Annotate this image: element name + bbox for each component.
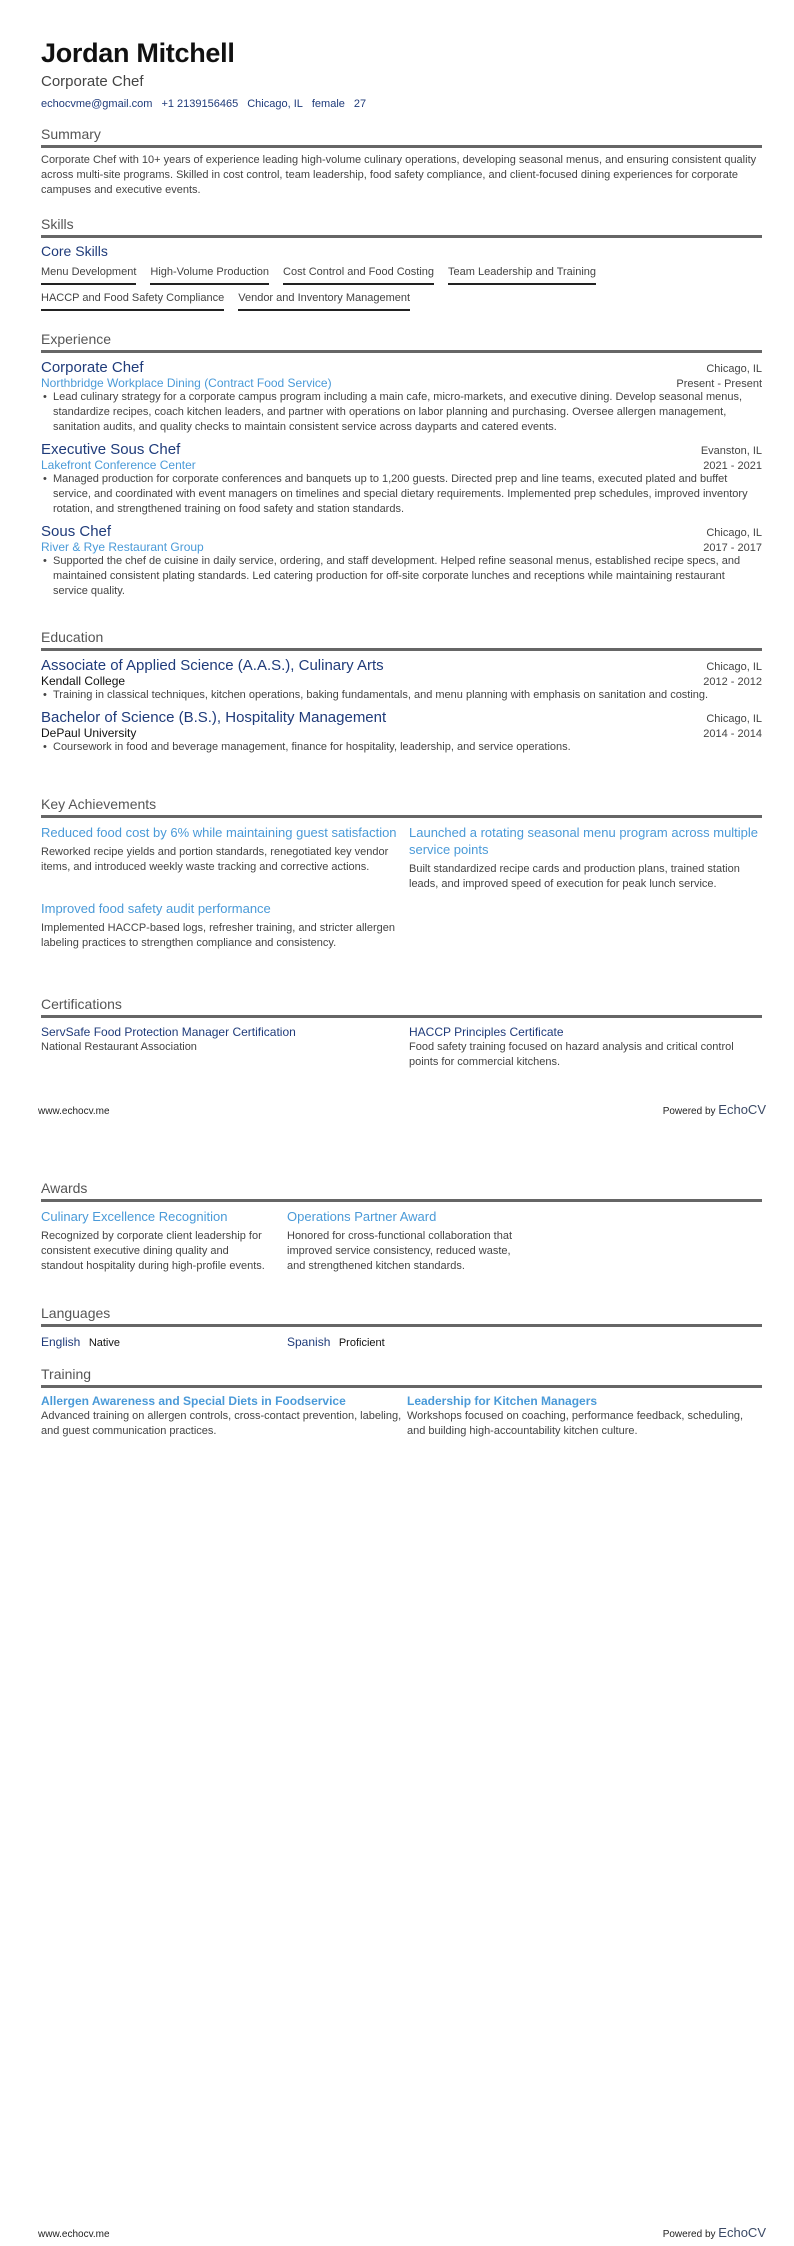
brand-logo[interactable]: EchoCV xyxy=(718,1102,766,1117)
contact-email[interactable]: echocvme@gmail.com xyxy=(41,98,153,110)
achievement-title: Improved food safety audit performance xyxy=(41,901,271,916)
footer-powered xyxy=(663,2225,766,2240)
language-name: English xyxy=(41,1335,81,1349)
skill-tag: High-Volume Production xyxy=(150,262,269,285)
resume-header xyxy=(41,38,762,110)
edu-bullet: • Coursework in food and beverage management, finance for hospitality, leadership, and service operations. xyxy=(41,740,762,755)
language-level: Proficient xyxy=(338,1337,385,1349)
edu-location: Chicago, IL xyxy=(706,713,762,725)
section-heading: Summary xyxy=(41,126,762,148)
school: DePaul University xyxy=(41,726,137,740)
training-title: Allergen Awareness and Special Diets in Foodservice xyxy=(41,1394,346,1408)
job-location: Chicago, IL xyxy=(706,527,762,539)
page-footer xyxy=(38,1102,766,1117)
contact-location: Chicago, IL xyxy=(247,98,303,110)
certification-title: HACCP Principles Certificate xyxy=(409,1025,564,1039)
certifications-grid xyxy=(41,1025,762,1070)
edu-dates: 2014 - 2014 xyxy=(703,728,762,740)
languages-grid xyxy=(41,1333,762,1351)
skill-tag: Vendor and Inventory Management xyxy=(238,288,410,311)
job-location: Chicago, IL xyxy=(706,363,762,375)
page-footer xyxy=(38,2225,766,2240)
training-item xyxy=(407,1394,762,1439)
candidate-name: Jordan Mitchell xyxy=(41,38,235,68)
job-bullet: • Lead culinary strategy for a corporate campus program including a main cafe, micro-markets, and executive dining. Develop seasonal menus, standardize recipes, coach kitchen leaders, and partner with operations on labor planning and purchasing. Oversee allergen management, sanitation audits, and quality checks to maintain consistent service across dayparts and catered events. xyxy=(41,390,762,435)
degree: Bachelor of Science (B.S.), Hospitality Management xyxy=(41,709,387,726)
skills-subheading: Core Skills xyxy=(41,243,108,259)
section-heading: Languages xyxy=(41,1305,762,1327)
footer-site-link[interactable]: www.echocv.me xyxy=(38,2229,110,2240)
job-dates: Present - Present xyxy=(676,378,762,390)
powered-by-label: Powered by xyxy=(662,2229,716,2240)
section-heading: Training xyxy=(41,1366,762,1388)
training-text: Workshops focused on coaching, performance feedback, scheduling, and building high-accountability kitchen culture. xyxy=(407,1410,744,1437)
edu-bullet: • Training in classical techniques, kitchen operations, baking fundamentals, and menu planning with emphasis on sanitation and costing. xyxy=(41,688,762,703)
contact-phone[interactable]: +1 2139156465 xyxy=(161,98,239,110)
languages-section xyxy=(41,1305,762,1351)
skill-tag: Menu Development xyxy=(41,262,136,285)
training-text: Advanced training on allergen controls, cross-contact prevention, labeling, and guest communication practices. xyxy=(41,1410,402,1437)
job-title: Executive Sous Chef xyxy=(41,441,181,458)
footer-powered xyxy=(663,1102,766,1117)
training-item xyxy=(41,1394,407,1439)
skill-tag: Team Leadership and Training xyxy=(448,262,596,285)
awards-grid xyxy=(41,1208,762,1274)
summary-text: Corporate Chef with 10+ years of experience leading high-volume culinary operations, developing seasonal menus, and ensuring consistent quality across multi-site programs. Skilled in cost control, team leadership, food safety compliance, and client-focused dining experiences for corporate campuses and executive events. xyxy=(41,154,757,196)
achievement-text: Reworked recipe yields and portion standards, renegotiated key vendor items, and introduced weekly waste tracking and corrective actions. xyxy=(41,846,389,873)
candidate-title: Corporate Chef xyxy=(41,73,144,90)
skills-section xyxy=(41,216,762,311)
contact-gender: female xyxy=(311,98,345,110)
award-title: Operations Partner Award xyxy=(287,1209,437,1224)
summary-section xyxy=(41,126,762,198)
edu-location: Chicago, IL xyxy=(706,661,762,673)
award-text: Recognized by corporate client leadership for consistent executive dining quality and standout hospitality during high-profile events. xyxy=(41,1230,265,1272)
section-heading: Certifications xyxy=(41,996,762,1018)
achievement-item xyxy=(41,824,409,892)
job-title: Corporate Chef xyxy=(41,359,144,376)
job-company: River & Rye Restaurant Group xyxy=(41,540,204,554)
contact-age: 27 xyxy=(353,98,367,110)
language-name: Spanish xyxy=(287,1335,331,1349)
section-heading: Education xyxy=(41,629,762,651)
language-level: Native xyxy=(88,1337,120,1349)
award-item xyxy=(287,1208,533,1274)
language-item xyxy=(41,1333,287,1351)
powered-by-label: Powered by xyxy=(662,1106,716,1117)
skill-tag: HACCP and Food Safety Compliance xyxy=(41,288,224,311)
achievement-title: Reduced food cost by 6% while maintaining guest satisfaction xyxy=(41,825,397,840)
achievements-section xyxy=(41,796,762,951)
skill-tag: Cost Control and Food Costing xyxy=(283,262,434,285)
job-company: Northbridge Workplace Dining (Contract Food Service) xyxy=(41,376,332,390)
section-heading: Experience xyxy=(41,331,762,353)
certification-item xyxy=(409,1025,762,1070)
achievement-title: Launched a rotating seasonal menu program across multiple service points xyxy=(409,825,759,857)
certification-item xyxy=(41,1025,409,1070)
achievement-item xyxy=(409,824,762,892)
job-location: Evanston, IL xyxy=(700,445,762,457)
training-grid xyxy=(41,1394,762,1439)
achievement-text: Built standardized recipe cards and production plans, trained station leads, and improved speed of execution for peak lunch service. xyxy=(409,863,740,890)
job-bullet: • Managed production for corporate conferences and banquets up to 1,200 guests. Directed prep and line teams, executed plated and buffet service, and coordinated with event managers on timelines and special dietary requirements. Implemented prep schedules, improved inventory rotation, and strengthened training on food safety and station standards. xyxy=(41,472,762,517)
education-section xyxy=(41,629,762,755)
edu-dates: 2012 - 2012 xyxy=(703,676,762,688)
section-heading: Awards xyxy=(41,1180,762,1202)
achievements-grid xyxy=(41,824,762,951)
contact-line xyxy=(41,98,762,110)
language-item xyxy=(287,1333,533,1351)
job-company: Lakefront Conference Center xyxy=(41,458,196,472)
school: Kendall College xyxy=(41,674,126,688)
job-dates: 2017 - 2017 xyxy=(703,542,762,554)
award-title: Culinary Excellence Recognition xyxy=(41,1209,228,1224)
certifications-section xyxy=(41,996,762,1070)
certification-title: ServSafe Food Protection Manager Certification xyxy=(41,1025,296,1039)
award-item xyxy=(41,1208,287,1274)
education-entry xyxy=(41,709,762,755)
education-entry xyxy=(41,657,762,703)
degree: Associate of Applied Science (A.A.S.), Culinary Arts xyxy=(41,657,384,674)
job-entry xyxy=(41,523,762,599)
certification-text: Food safety training focused on hazard analysis and critical control points for commercial kitchens. xyxy=(409,1041,734,1068)
training-title: Leadership for Kitchen Managers xyxy=(407,1394,598,1408)
section-heading: Key Achievements xyxy=(41,796,762,818)
experience-section xyxy=(41,331,762,599)
training-section xyxy=(41,1366,762,1439)
skills-list xyxy=(41,259,762,311)
achievement-text: Implemented HACCP-based logs, refresher training, and stricter allergen labeling practices to strengthen compliance and consistency. xyxy=(41,922,395,949)
awards-section xyxy=(41,1180,762,1274)
achievement-item xyxy=(41,900,409,951)
job-dates: 2021 - 2021 xyxy=(703,460,762,472)
section-heading: Skills xyxy=(41,216,762,238)
job-title: Sous Chef xyxy=(41,523,112,540)
award-text: Honored for cross-functional collaboration that improved service consistency, reduced waste, and strengthened kitchen standards. xyxy=(287,1230,513,1272)
job-entry xyxy=(41,441,762,517)
footer-site-link[interactable]: www.echocv.me xyxy=(38,1106,110,1117)
job-entry xyxy=(41,359,762,435)
job-bullet: • Supported the chef de cuisine in daily service, ordering, and staff development. Helped refine seasonal menus, established recipe specs, and maintained consistent plating standards. Led catering production for off-site corporate lunches and receptions while maintaining restaurant service quality. xyxy=(41,554,762,599)
brand-logo[interactable]: EchoCV xyxy=(718,2225,766,2240)
certification-text: National Restaurant Association xyxy=(41,1041,197,1053)
